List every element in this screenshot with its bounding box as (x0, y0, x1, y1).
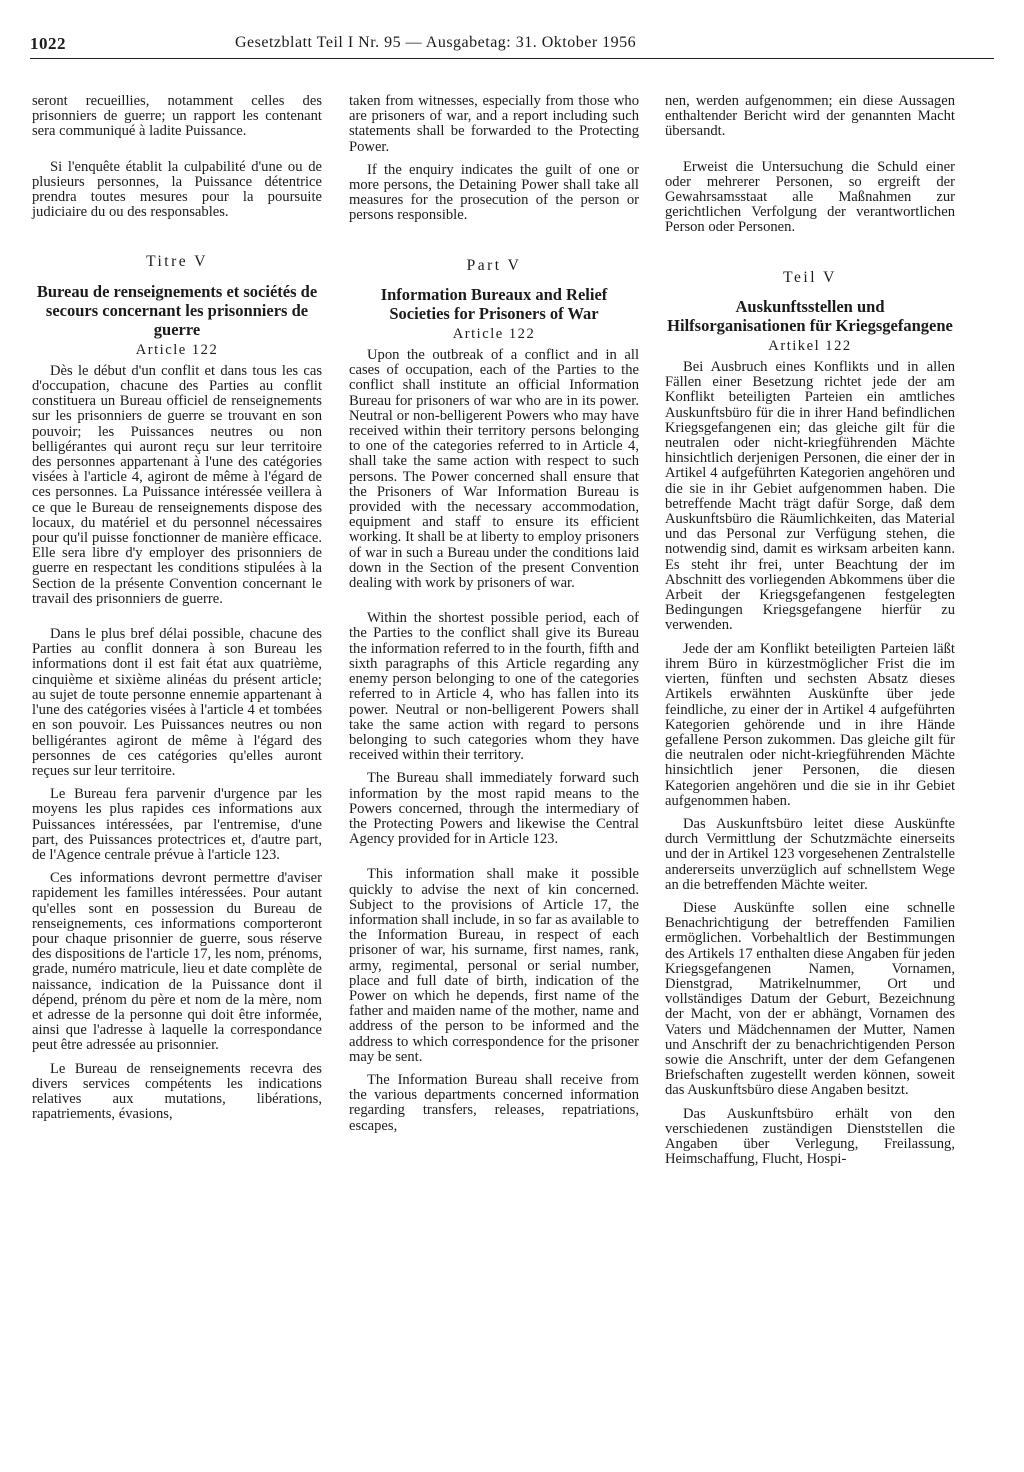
part-title: Auskunftsstellen und Hilfsorganisationen für Kriegsgefangene (667, 296, 953, 335)
part-label: Part V (466, 256, 522, 274)
part-label: Teil V (783, 268, 837, 286)
article-paragraph: Jede der am Konflikt beteiligten Parteien läßt ihrem Büro in kürzestmöglicher Frist die im vierten, fünften und sechsten Absatz dieses Artikels erwähnten Auskünfte über jede feindliche, zu einer der in Artikel 4 aufgeführten Kategorien gehörende und in ihre Hände gefallene Person zukommen. Das gleiche gilt für die neutralen oder nicht-kriegführenden Mächte hinsichtlich jener Personen, die diesen Kategorien angehören und die sie in ihr Gebiet aufgenommen haben. (665, 640, 955, 809)
french-column (32, 94, 322, 1122)
article-paragraph: Ces informations devront permettre d'aviser rapidement les familles intéressées. Pour autant qu'elles sont en possession du Bureau de renseignements, ces informations comporteront pour chaque prisonnier de guerre, sous réserve des dispositions de l'article 17, les nom, prénoms, grade, numéro matricule, lieu et date complète de naissance, indication de la Puissance dont il dépend, prénom du père et nom de la mère, nom et adresse de la personne qui doit être informée, ainsi que l'adresse à laquelle la correspondance peut être adressée au prisonnier. (32, 870, 322, 1054)
article-paragraph: Dès le début d'un conflit et dans tous les cas d'occupation, chacune des Parties au conflit constituera un Bureau officiel de renseignements sur les prisonniers de guerre se trouvant en son pouvoir; les Puissances neutres ou non belligérantes qui auront reçu sur leur territoire des personnes appartenant à l'une des catégories visées à l'article 4, agiront de même à l'égard de ces personnes. La Puissance intéressée veillera à ce que le Bureau de renseignements dispose des locaux, du matériel et du personnel nécessaires pour qu'il puisse fonctionner de manière efficace. Elle sera libre d'y employer des prisonniers de guerre en respectant les conditions stipulées à la Section de la présente Convention concernant le travail des prisonniers de guerre. (32, 362, 322, 607)
english-column (349, 94, 639, 1134)
intro-paragraph: Si l'enquête établit la culpabilité d'une ou de plusieurs personnes, la Puissance détentrice prendra toutes mesures pour la poursuite judiciaire du ou des responsables. (32, 158, 322, 221)
page-number: 1022 (30, 34, 66, 53)
article-paragraph: Le Bureau fera parvenir d'urgence par les moyens les plus rapides ces informations aux Puissances intéressées, par l'entremise, d'une part, des Puissances protectrices et, d'autre part, de l'Agence centrale prévue à l'article 123. (32, 786, 322, 863)
article-paragraph: Das Auskunftsbüro erhält von den verschiedenen zuständigen Dienststellen die Angaben über Verlegung, Freilassung, Heimschaffung, Flucht, Hospi- (665, 1105, 955, 1168)
intro-paragraph: taken from witnesses, especially from those who are prisoners of war, and a report including such statements shall be forwarded to the Protecting Power. (349, 93, 639, 155)
article-paragraph: Le Bureau de renseignements recevra des divers services compétents les indications relatives aux mutations, libérations, rapatriements, évasions, (32, 1060, 322, 1123)
german-column (665, 94, 955, 1167)
article-paragraph: Bei Ausbruch eines Konflikts und in allen Fällen einer Besetzung richtet jede der am Konflikt beteiligten Parteien ein amtliches Auskunftsbüro für die in ihrer Hand befindlichen Kriegsgefangenen ein; das gleiche gilt für die neutralen oder nicht-kriegführenden Mächte hinsichtlich derjenigen Personen, die einer der in Artikel 4 aufgeführten Kategorien angehören und die sie in ihr Gebiet aufgenommen haben. Die betreffende Macht trägt dafür Sorge, daß dem Auskunftsbüro die Räumlichkeiten, das Material und das Personal zur Verfügung stehen, die notwendig sind, damit es wirksam arbeiten kann. Es steht ihr frei, unter Beachtung der im Abschnitt des vorliegenden Abkommens über die Arbeit der Kriegsgefangenen festgelegten Bedingungen Kriegsgefangene hierfür zu verwenden. (665, 359, 955, 634)
intro-paragraph: Erweist die Untersuchung die Schuld einer oder mehrerer Personen, so ergreift der Gewahrsamsstaat alle Maßnahmen zur gerichtlichen Verfolgung der verantwortlichen Person oder Personen. (665, 158, 955, 236)
intro-paragraph: seront recueillies, notamment celles des prisonniers de guerre; un rapport les contenant sera communiqué à ladite Puissance. (32, 93, 322, 140)
article-paragraph: Upon the outbreak of a conflict and in all cases of occupation, each of the Parties to the conflict shall institute an official Information Bureau for prisoners of war who are in its power. Neutral or non-belligerent Powers who may have received within their territory persons belonging to one of the categories referred to in Article 4, shall take the same action with respect to such persons. The Power concerned shall ensure that the Prisoners of War Information Bureau is provided with the necessary accommodation, equipment and staff to ensure its efficient working. It shall be at liberty to employ prisoners of war in such a Bureau under the conditions laid down in the Section of the present Convention dealing with work by prisoners of war. (349, 347, 639, 592)
article-label: Article 122 (135, 341, 219, 358)
article-paragraph: The Bureau shall immediately forward such information by the most rapid means to the Powers concerned, through the intermediary of the Protecting Powers and likewise the Central Agency provided for in Article 123. (349, 770, 639, 848)
article-paragraph: Within the shortest possible period, each of the Parties to the conflict shall give its Bureau the information referred to in the fourth, fifth and sixth paragraphs of this Article regarding any enemy person belonging to one of the categories referred to in Article 4, who has fallen into its power. Neutral or non-belligerent Powers shall take the same action with regard to persons belonging to such categories whom they have received within their territory. (349, 610, 639, 764)
intro-paragraph: If the enquiry indicates the guilt of one or more persons, the Detaining Power shall take all measures for the prosecution of the person or persons responsible. (349, 161, 639, 224)
running-head: Gesetzblatt Teil I Nr. 95 — Ausgabetag: 31. Oktober 1956 (235, 34, 637, 51)
article-label: Article 122 (452, 325, 536, 342)
part-label: Titre V (146, 253, 208, 271)
article-paragraph: The Information Bureau shall receive from the various departments concerned information regarding transfers, releases, repatriations, escapes, (349, 1071, 639, 1134)
article-paragraph: Das Auskunftsbüro leitet diese Auskünfte durch Vermittlung der Schutzmächte einerseits und der in Artikel 123 vorgesehenen Zentralstelle andererseits unverzüglich auf schnellstem Wege an die betreffenden Mächte weiter. (665, 815, 955, 893)
article-paragraph: Dans le plus bref délai possible, chacune des Parties au conflit donnera à son Bureau les informations dont il est fait état aux quatrième, cinquième et sixième alinéas du présent article; au sujet de toute personne ennemie appartenant à l'une des catégories visées à l'article 4 et tombées en son pouvoir. Les Puissances neutres ou non belligérantes agiront de même à l'égard des personnes de ces catégories qu'elles auront reçues sur leur territoire. (32, 626, 322, 779)
part-title: Information Bureaux and Relief Societies for Prisoners of War (380, 284, 608, 323)
article-paragraph: Diese Auskünfte sollen eine schnelle Benachrichtigung der betreffenden Familien ermöglichen. Vorbehaltlich der Bestimmungen des Artikels 17 enthalten diese Angaben für jeden Kriegsgefangenen Namen, Vornamen, Dienstgrad, Matrikelnummer, Ort und vollständiges Datum der Geburt, Bezeichnung der Macht, von der er abhängt, Vornamen des Vaters und Mädchennamen der Mutter, Namen und Anschrift der zu benachrichtigenden Person sowie die Anschrift, unter der dem Gefangenen Briefschaften zugestellt werden können, soweit das Auskunftsbüro diese Angaben besitzt. (665, 899, 955, 1099)
page-header (30, 34, 994, 59)
article-label: Artikel 122 (768, 337, 852, 354)
article-paragraph: This information shall make it possible quickly to advise the next of kin concerned. Subject to the provisions of Article 17, the information shall include, in so far as available to the Information Bureau, in respect of each prisoner of war, his surname, first names, rank, army, regimental, personal or serial number, place and full date of birth, indication of the Power on which he depends, first name of the father and maiden name of the mother, name and address of the person to be informed and the address to which correspondence for the prisoner may be sent. (349, 866, 639, 1065)
intro-paragraph: nen, werden aufgenommen; ein diese Aussagen enthaltender Bericht wird der genannten Macht übersandt. (665, 93, 955, 140)
part-title: Bureau de renseignements et sociétés de secours concernant les prisonniers de guerre (36, 281, 318, 339)
